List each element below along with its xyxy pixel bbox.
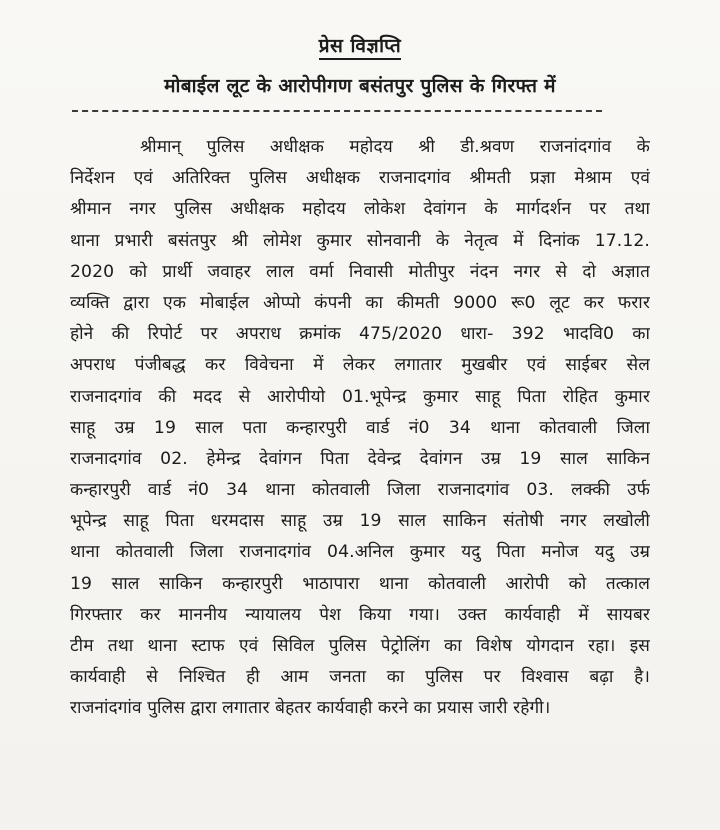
document-subtitle: मोबाईल लूट के आरोपीगण बसंतपुर पुलिस के गिरफ्त में (164, 75, 556, 97)
body-line: श्रीमान नगर पुलिस अधीक्षक महोदय लोकेश देवांगन के मार्गदर्शन पर तथा (70, 199, 650, 220)
body-line: व्यक्ति द्वारा एक मोबाईल ओप्पो कंपनी का कीमती 9000 रू0 लूट कर फरार (70, 292, 650, 313)
body-line: अपराध पंजीबद्ध कर विवेचना में लेकर लगातार मुखबीर एवं साईबर सेल (70, 355, 650, 376)
body-line: साहू उम्र 19 साल पता कन्हारपुरी वार्ड नं0 34 थाना कोतवाली जिला (70, 417, 650, 438)
body-line: निर्देशन एवं अतिरिक्त पुलिस अधीक्षक राजनादगांव श्रीमती प्रज्ञा मेश्राम एवं (70, 168, 650, 189)
heading-text: प्रेस विज्ञप्ति (319, 35, 402, 60)
body-line: राजनादगांव 02. हेमेन्द्र देवांगन पिता देवेन्द्र देवांगन उम्र 19 साल साकिन (70, 448, 650, 469)
body-line: टीम तथा थाना स्टाफ एवं सिविल पुलिस पेट्रोलिंग का विशेष योगदान रहा। इस (70, 636, 650, 656)
body-line: गिरफ्तार कर माननीय न्यायालय पेश किया गया। उक्त कार्यवाही में सायबर (70, 604, 650, 625)
body-line: श्रीमान् पुलिस अधीक्षक महोदय श्री डी.श्रवण राजनांदगांव के (140, 137, 650, 157)
body-line: कन्हारपुरी वार्ड नं0 34 थाना कोतवाली जिला राजनादगांव 03. लक्की उर्फ (70, 480, 650, 501)
body-line: भूपेन्द्र साहू पिता धरमदास साहू उम्र 19 साल साकिन संतोषी नगर लखोली (70, 511, 650, 532)
dashed-divider (72, 110, 602, 112)
body-line: राजनादगांव की मदद से आरोपीयो 01.भूपेन्द्र कुमार साहू पिता रोहित कुमार (70, 386, 650, 407)
document-heading (0, 32, 720, 58)
body-line: 19 साल साकिन कन्हारपुरी भाठापारा थाना कोतवाली आरोपी को तत्काल (70, 573, 650, 594)
body-line: थाना कोतवाली जिला राजनादगांव 04.अनिल कुमार यदु पिता मनोज यदु उम्र (70, 542, 650, 563)
body-text (70, 132, 650, 725)
body-line: 2020 को प्रार्थी जवाहर लाल वर्मा निवासी मोतीपुर नंदन नगर से दो अज्ञात (70, 261, 650, 282)
body-line: कार्यवाही से निश्चित ही आम जनता का पुलिस पर विश्वास बढ़ा है। (70, 667, 650, 688)
body-line: राजनांदगांव पुलिस द्वारा लगातार बेहतर कार्यवाही करने का प्रयास जारी रहेगी। (70, 698, 551, 719)
body-line: होने की रिपोर्ट पर अपराध क्रमांक 475/2020 धारा- 392 भादवि0 का (70, 324, 650, 345)
body-line: थाना प्रभारी बसंतपुर श्री लोमेश कुमार सोनवानी के नेतृत्व में दिनांक 17.12. (70, 230, 650, 251)
